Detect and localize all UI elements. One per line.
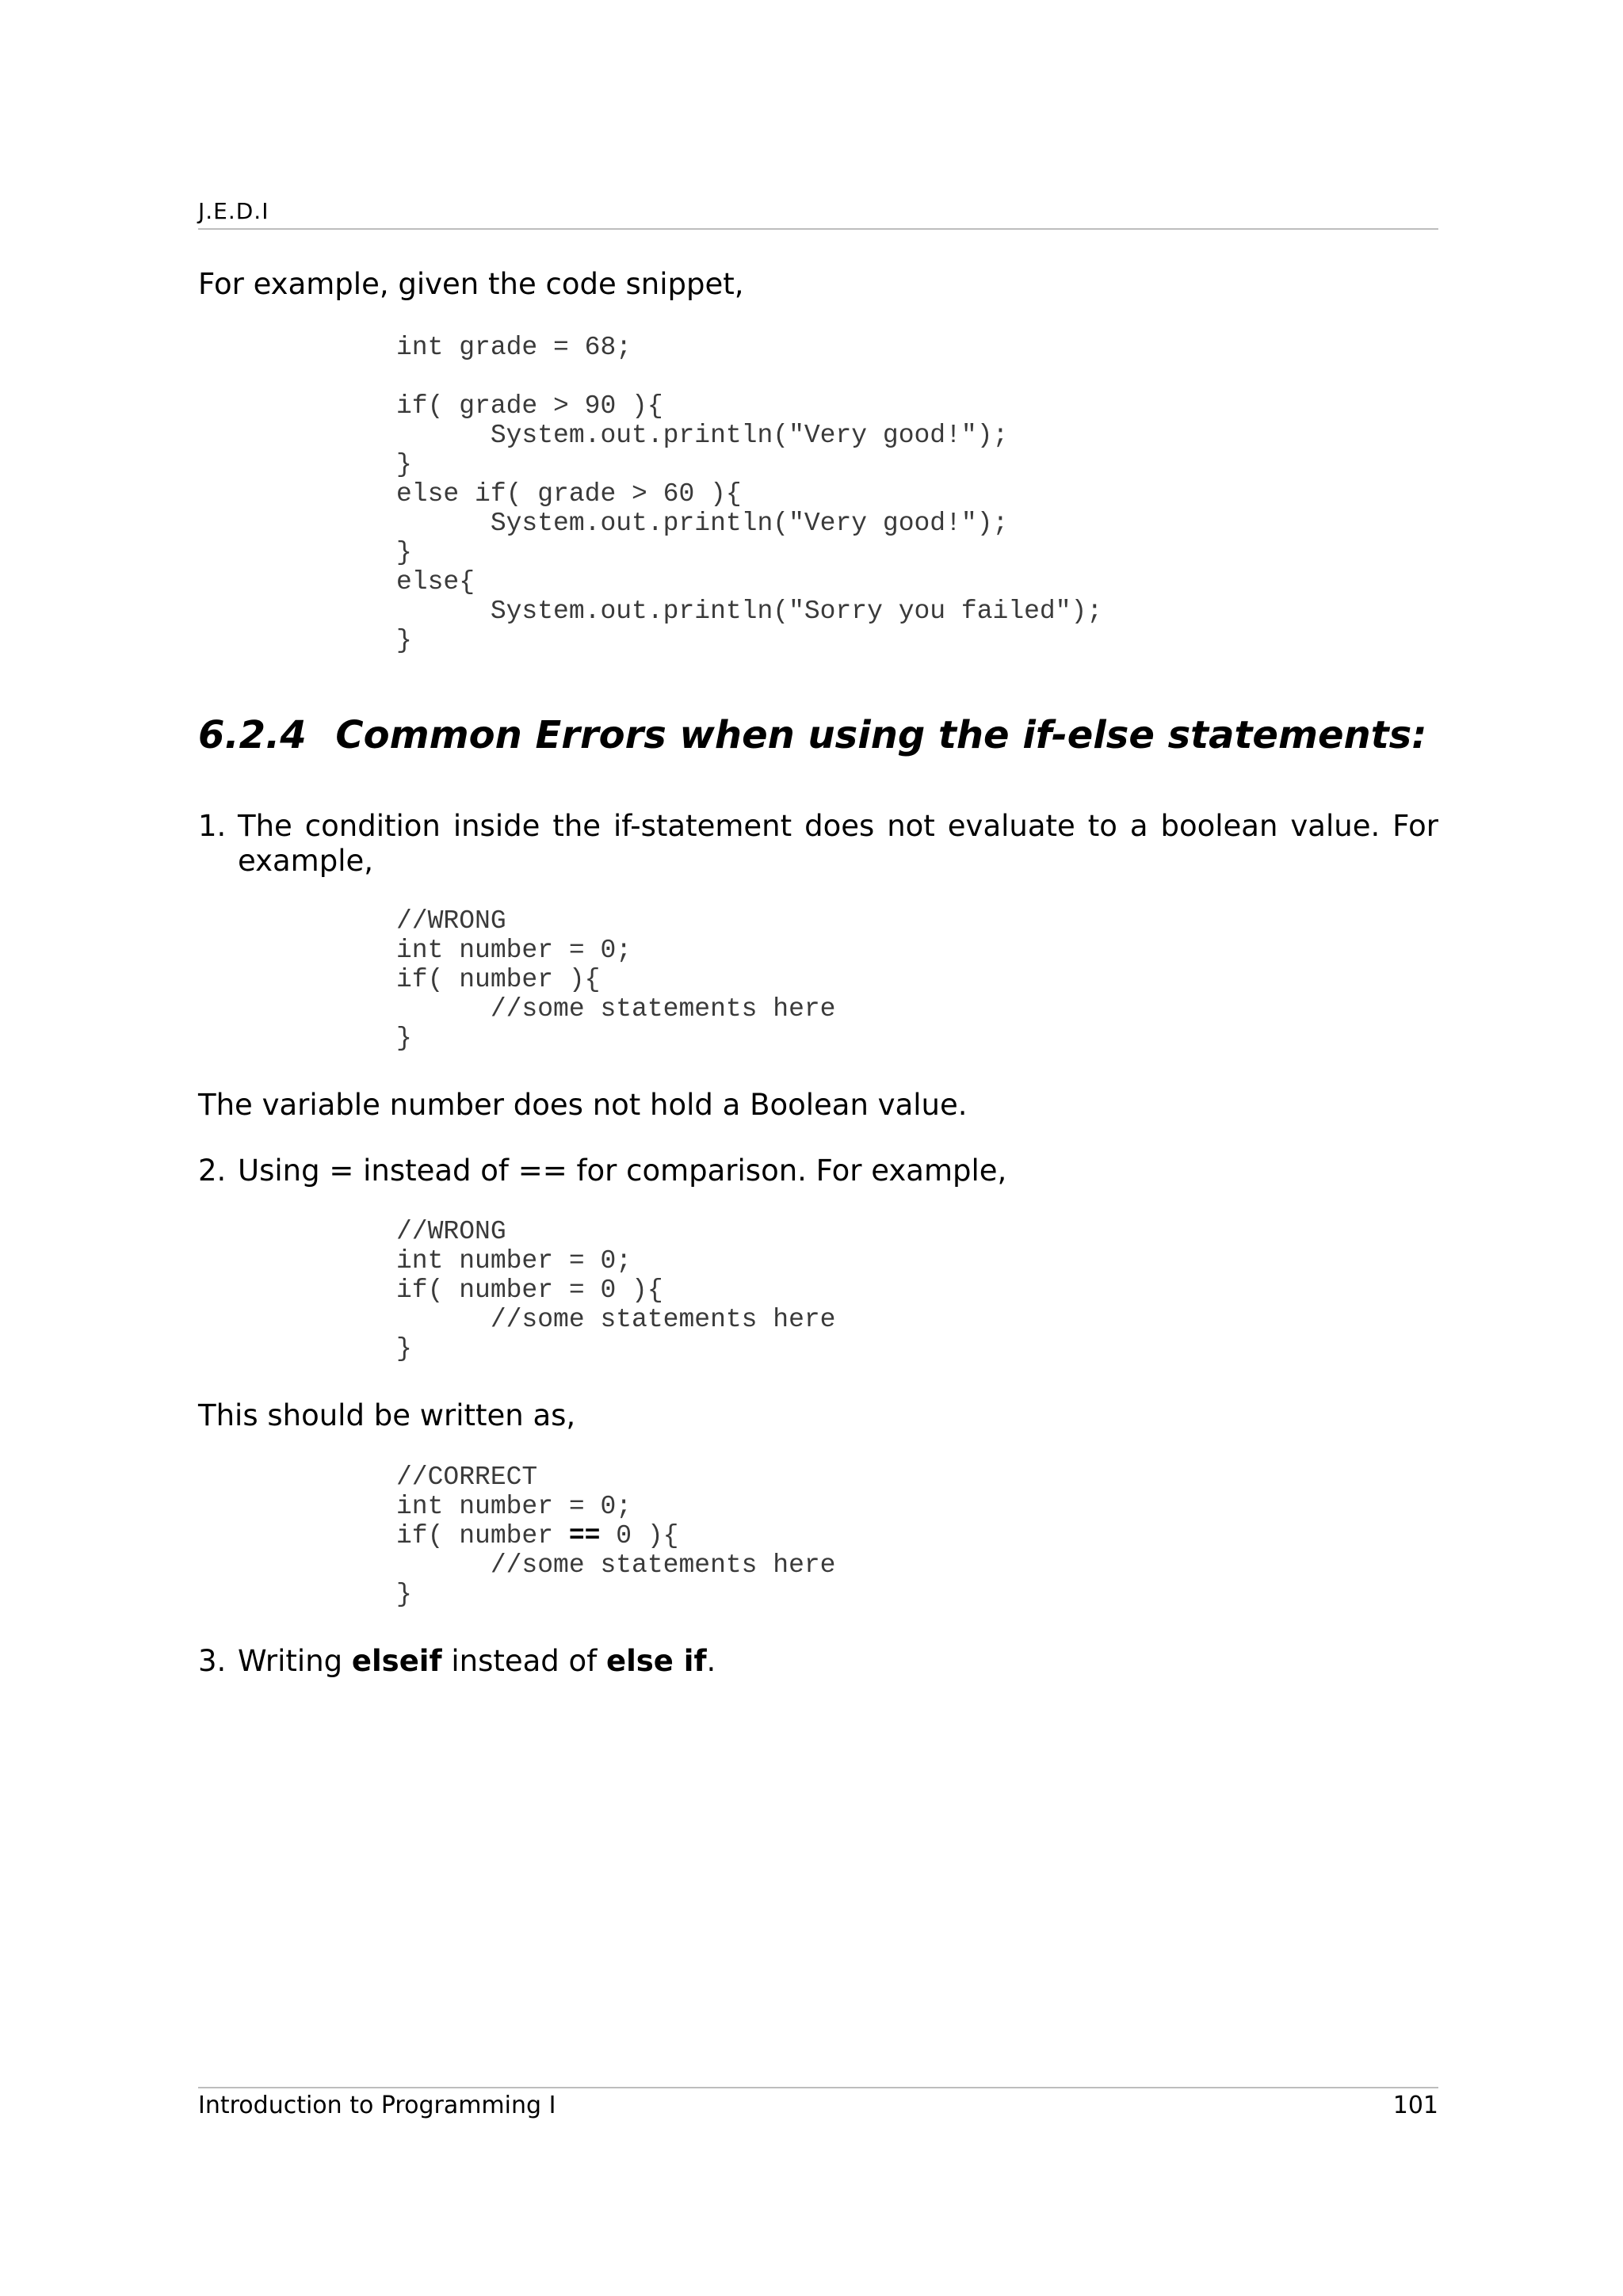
header-rule bbox=[198, 228, 1438, 230]
list-item-2 bbox=[198, 1154, 1438, 1188]
code-line: if( number bbox=[396, 1521, 569, 1550]
code-snippet-grade: int grade = 68; if( grade > 90 ){ System.out.println("Very good!"); } else if( grade > 60 ){ System.out.println("Very good!"); } else{ System.out.println("Sorry you failed"); } bbox=[396, 333, 1103, 655]
list-item-2-text: Using = instead of == for comparison. For example, bbox=[238, 1154, 1007, 1188]
keyword-elseif: elseif bbox=[351, 1644, 442, 1678]
section-number: 6.2.4 bbox=[198, 713, 307, 757]
equality-operator: == bbox=[568, 1521, 601, 1550]
explanation-paragraph-1: The variable number does not hold a Boolean value. bbox=[198, 1088, 968, 1122]
list-item-1-text: The condition inside the if-statement does not evaluate to a boolean value. For example, bbox=[238, 809, 1438, 878]
footer-rule bbox=[198, 2087, 1438, 2088]
page-number: 101 bbox=[1392, 2092, 1438, 2119]
list-item-3-text bbox=[238, 1644, 1438, 1679]
code-snippet-correct bbox=[396, 1463, 836, 1609]
list-marker-2: 2. bbox=[198, 1154, 227, 1188]
code-line: } bbox=[396, 1580, 412, 1609]
code-line: //some statements here bbox=[396, 1550, 836, 1580]
code-snippet-wrong-boolean: //WRONG int number = 0; if( number ){ //some statements here } bbox=[396, 906, 836, 1053]
code-line: 0 ){ bbox=[600, 1521, 679, 1550]
explanation-paragraph-2: This should be written as, bbox=[198, 1398, 576, 1432]
intro-paragraph: For example, given the code snippet, bbox=[198, 267, 744, 301]
footer-title: Introduction to Programming I bbox=[198, 2092, 556, 2119]
page-header: J.E.D.I bbox=[198, 198, 269, 224]
text-run: instead of bbox=[441, 1644, 606, 1678]
list-marker-1: 1. bbox=[198, 809, 227, 843]
section-title: Common Errors when using the if-else statements: bbox=[335, 713, 1427, 757]
text-run: Writing bbox=[238, 1644, 352, 1678]
text-run: . bbox=[706, 1644, 716, 1678]
list-item-1 bbox=[198, 809, 1438, 879]
list-marker-3: 3. bbox=[198, 1644, 227, 1678]
code-snippet-wrong-assignment: //WRONG int number = 0; if( number = 0 ){ //some statements here } bbox=[396, 1217, 836, 1363]
keyword-else-if: else if bbox=[605, 1644, 707, 1678]
code-line: int number = 0; bbox=[396, 1492, 632, 1521]
code-line: //CORRECT bbox=[396, 1463, 538, 1492]
list-item-3 bbox=[198, 1644, 1438, 1679]
section-heading bbox=[198, 713, 1426, 757]
